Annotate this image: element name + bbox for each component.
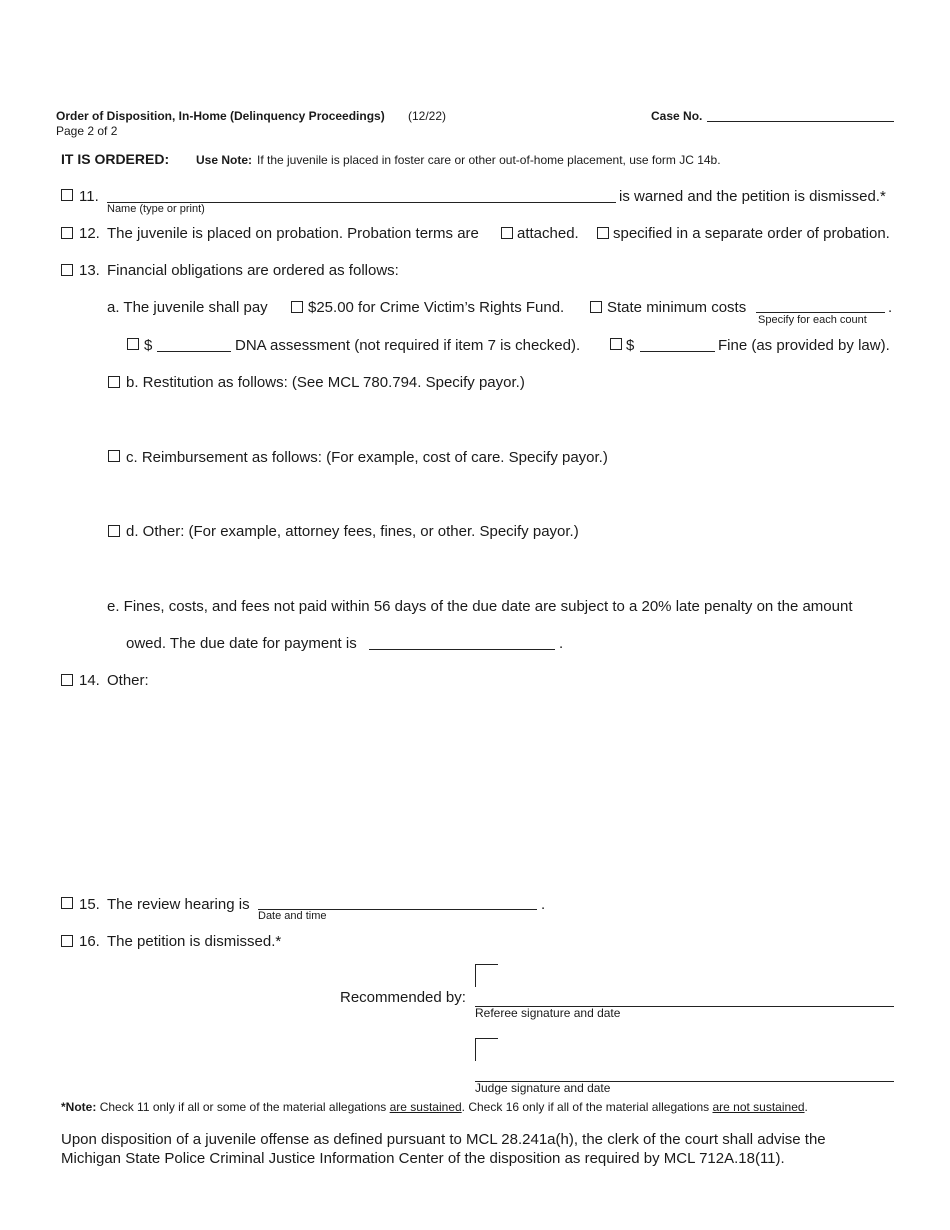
reimbursement-checkbox[interactable] xyxy=(108,450,120,462)
item-11-number: 11. xyxy=(79,188,99,205)
other-payment-text: d. Other: (For example, attorney fees, fines, or other. Specify payor.) xyxy=(126,523,579,540)
item-15-number: 15. xyxy=(79,896,100,913)
state-costs-caption: Specify for each count xyxy=(758,314,867,326)
item-14-text: Other: xyxy=(107,672,149,689)
separate-order-label: specified in a separate order of probation. xyxy=(613,225,890,242)
item-15-text: The review hearing is xyxy=(107,896,250,913)
footer-line-1: Upon disposition of a juvenile offense as defined pursuant to MCL 28.241a(h), the clerk of the court shall advise the xyxy=(61,1131,826,1148)
footer-line-2: Michigan State Police Criminal Justice Information Center of the disposition as required by MCL 712A.18(11). xyxy=(61,1150,785,1167)
note-part1: Check 11 only if all or some of the material allegations xyxy=(99,1100,387,1114)
recommended-by-label: Recommended by: xyxy=(340,989,466,1006)
note-part3: . xyxy=(804,1100,808,1114)
dna-dollar: $ xyxy=(144,337,153,354)
dna-checkbox[interactable] xyxy=(127,338,139,350)
state-costs-checkbox[interactable] xyxy=(590,301,602,313)
item-11-name-caption: Name (type or print) xyxy=(107,203,205,215)
form-title: Order of Disposition, In-Home (Delinquency Proceedings) xyxy=(56,109,385,123)
other-payment-checkbox[interactable] xyxy=(108,525,120,537)
review-hearing-caption: Date and time xyxy=(258,910,327,922)
note-label: *Note: xyxy=(61,1100,97,1114)
ordered-heading: IT IS ORDERED: xyxy=(61,151,170,167)
page-number: Page 2 of 2 xyxy=(56,124,118,138)
restitution-checkbox[interactable] xyxy=(108,376,120,388)
crime-victim-label: $25.00 for Crime Victim’s Rights Fund. xyxy=(308,299,565,316)
item-16-checkbox[interactable] xyxy=(61,935,73,947)
restitution-text: b. Restitution as follows: (See MCL 780.794. Specify payor.) xyxy=(126,374,525,391)
dna-text: DNA assessment (not required if item 7 is checked). xyxy=(235,337,581,354)
state-costs-field[interactable] xyxy=(756,312,885,313)
form-version: (12/22) xyxy=(408,109,447,123)
item-13-checkbox[interactable] xyxy=(61,264,73,276)
item-12-checkbox[interactable] xyxy=(61,227,73,239)
due-date-period: . xyxy=(559,635,564,652)
separate-order-checkbox[interactable] xyxy=(597,227,609,239)
case-no-label: Case No. xyxy=(651,109,703,123)
item-15-checkbox[interactable] xyxy=(61,897,73,909)
note-part2: . Check 16 only if all of the material allegations xyxy=(461,1100,710,1114)
item-13a-label: a. The juvenile shall pay xyxy=(107,299,268,316)
state-costs-period: . xyxy=(888,299,893,316)
fine-checkbox[interactable] xyxy=(610,338,622,350)
use-note-label: Use Note: xyxy=(196,153,253,167)
due-date-label: owed. The due date for payment is xyxy=(126,635,357,652)
judge-signature-caption: Judge signature and date xyxy=(475,1081,611,1095)
item-14-checkbox[interactable] xyxy=(61,674,73,686)
item-14-number: 14. xyxy=(79,672,100,689)
fine-dollar: $ xyxy=(626,337,635,354)
case-no-field[interactable] xyxy=(707,121,894,122)
referee-signature-corner xyxy=(475,964,498,987)
item-16-number: 16. xyxy=(79,933,100,950)
item-12-text: The juvenile is placed on probation. Probation terms are xyxy=(107,225,479,242)
note-not-sustained: are not sustained xyxy=(712,1100,805,1114)
dna-amount-field[interactable] xyxy=(157,351,231,352)
late-penalty-text: e. Fines, costs, and fees not paid within 56 days of the due date are subject to a 20% late penalty on the amount xyxy=(107,598,853,615)
attached-label: attached. xyxy=(517,225,579,242)
note-sustained: are sustained xyxy=(389,1100,462,1114)
referee-signature-caption: Referee signature and date xyxy=(475,1006,621,1020)
dismissal-note xyxy=(61,1100,808,1114)
item-11-text: is warned and the petition is dismissed.* xyxy=(619,188,886,205)
reimbursement-text: c. Reimbursement as follows: (For example, cost of care. Specify payor.) xyxy=(126,449,608,466)
item-12-number: 12. xyxy=(79,225,100,242)
review-hearing-period: . xyxy=(541,896,546,913)
use-note-text: If the juvenile is placed in foster care or other out-of-home placement, use form JC 14b. xyxy=(257,153,721,167)
item-13-text: Financial obligations are ordered as follows: xyxy=(107,262,399,279)
crime-victim-checkbox[interactable] xyxy=(291,301,303,313)
due-date-field[interactable] xyxy=(369,649,555,650)
fine-amount-field[interactable] xyxy=(640,351,715,352)
item-11-checkbox[interactable] xyxy=(61,189,73,201)
attached-checkbox[interactable] xyxy=(501,227,513,239)
item-13-number: 13. xyxy=(79,262,100,279)
judge-signature-corner xyxy=(475,1038,498,1061)
item-16-text: The petition is dismissed.* xyxy=(107,933,282,950)
state-costs-label: State minimum costs xyxy=(607,299,747,316)
fine-text: Fine (as provided by law). xyxy=(718,337,890,354)
